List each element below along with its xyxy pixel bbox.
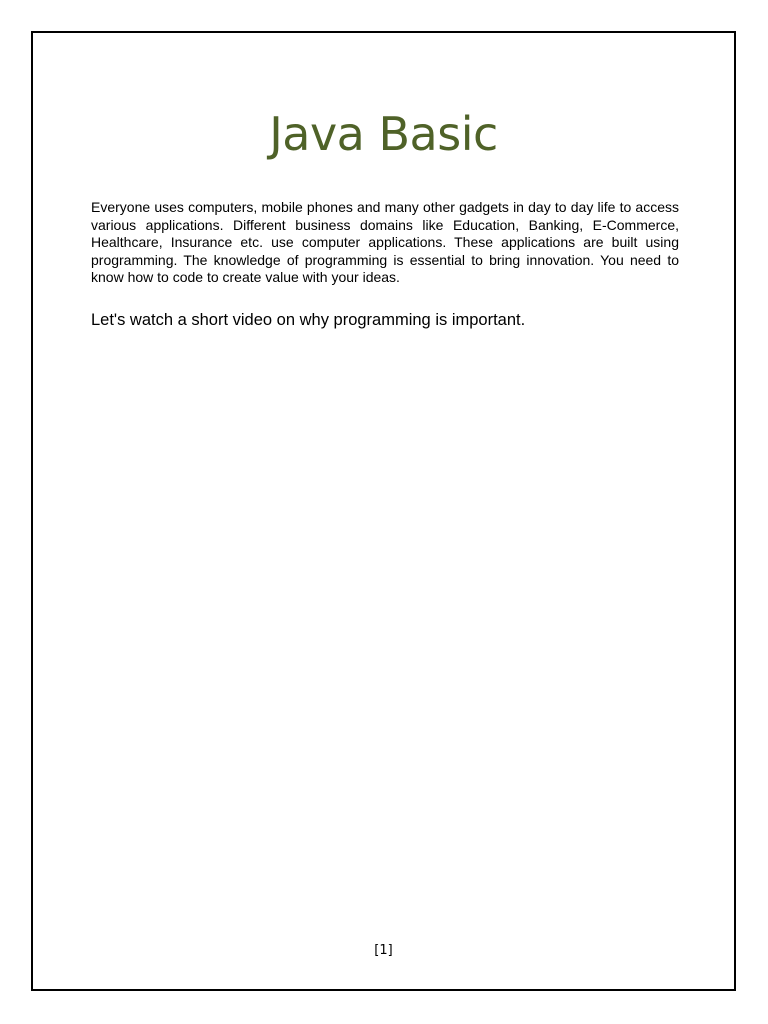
document-page [31,31,736,991]
document-title: Java Basic [269,107,498,161]
page-number: [1] [374,943,393,958]
video-lead-in-text: Let's watch a short video on why programming is important. [91,311,526,329]
intro-paragraph: Everyone uses computers, mobile phones and many other gadgets in day to day life to access various applications. Different business domains like Education, Banking, E-Commerce, Healthcare, Insurance etc. use computer applications. These applications are built using programming. The knowledge of programming is essential to bring innovation. You need to know how to code to create value with your ideas. [91,199,679,285]
